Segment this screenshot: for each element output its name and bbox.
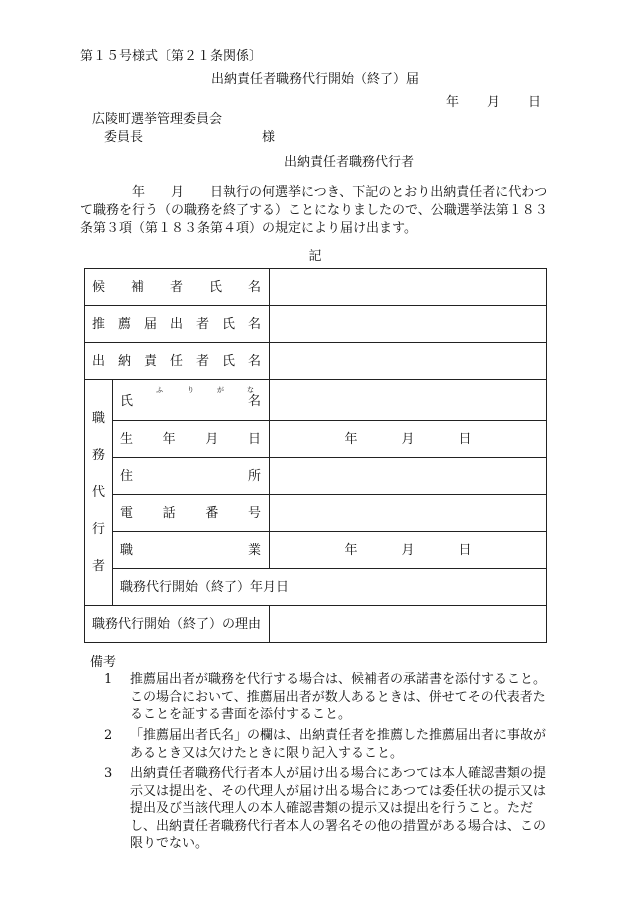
label-char: 話 [162, 505, 176, 521]
proxy-birth-label [113, 421, 270, 458]
label-char: 候 [92, 279, 106, 295]
ki-label: 記 [308, 249, 322, 264]
proxy-phone-label [113, 495, 270, 532]
proxy-birth-field[interactable] [270, 421, 547, 458]
label-char: 住 [120, 468, 134, 484]
recipient-title: 委員長 [104, 130, 144, 145]
label-char: 氏 [209, 279, 223, 295]
label-char: 氏 [120, 394, 134, 409]
proxy-phone-field[interactable] [270, 495, 547, 532]
recipient-honorific: 様 [262, 130, 276, 145]
form-table [84, 268, 547, 643]
candidate-name-field[interactable] [270, 269, 547, 306]
start-end-date-label: 職務代行開始（終了）年月日 [113, 569, 547, 606]
recommender-name-label [85, 306, 270, 343]
label-char: 月 [205, 431, 219, 447]
label-char: 氏 [222, 316, 236, 332]
label-char: 日 [247, 431, 261, 447]
furigana-na: な [247, 386, 254, 394]
label-char: 者 [196, 353, 210, 369]
year-label: 年 [446, 95, 460, 110]
birth-day-label: 日 [458, 431, 472, 447]
label-char: 電 [120, 505, 134, 521]
label-char: 出 [92, 353, 106, 369]
submission-date [446, 96, 541, 109]
day-label: 日 [528, 95, 542, 110]
label-char: 職 [120, 542, 134, 558]
occ-year-label: 年 [344, 542, 358, 558]
label-char: 補 [131, 279, 145, 295]
proxy-occupation-field[interactable] [270, 532, 547, 569]
label-char: 出 [170, 316, 184, 332]
note-number: 2 [104, 728, 113, 743]
proxy-vertical-label [85, 380, 113, 606]
note-number: 3 [104, 766, 113, 781]
proxy-name-label [113, 380, 270, 421]
label-char: 番 [205, 505, 219, 521]
label-char: 納 [118, 353, 132, 369]
month-label: 月 [487, 95, 501, 110]
furigana-ri: り [187, 386, 194, 394]
label-char: 届 [144, 316, 158, 332]
occ-day-label: 日 [458, 542, 472, 558]
label-char: 者 [196, 316, 210, 332]
note-item [104, 671, 548, 724]
vertical-label-char: 者 [91, 559, 105, 574]
document-title: 出納責任者職務代行開始（終了）届 [210, 72, 419, 87]
start-end-reason-label: 職務代行開始（終了）の理由 [85, 606, 270, 643]
label-char: 生 [120, 431, 134, 447]
note-item [104, 765, 548, 853]
label-char: 業 [248, 542, 262, 558]
treasurer-name-field[interactable] [270, 343, 547, 380]
proxy-name-field[interactable] [270, 380, 547, 421]
recipient-org: 広陵町選挙管理委員会 [92, 112, 223, 127]
label-char: 名 [248, 316, 262, 332]
birth-month-label: 月 [401, 431, 415, 447]
label-char: 責 [144, 353, 158, 369]
proxy-address-field[interactable] [270, 458, 547, 495]
vertical-label-char: 職 [91, 411, 105, 426]
label-char: 号 [247, 505, 261, 521]
furigana-fu: ふ [156, 386, 163, 394]
submitter-label: 出納責任者職務代行者 [284, 155, 415, 170]
label-char: 氏 [222, 353, 236, 369]
label-char: 年 [162, 431, 176, 447]
treasurer-name-label [85, 343, 270, 380]
note-item [104, 727, 548, 762]
birth-year-label: 年 [344, 431, 358, 447]
label-char: 薦 [118, 316, 132, 332]
proxy-address-label [113, 458, 270, 495]
occ-month-label: 月 [401, 542, 415, 558]
body-paragraph: 年 月 日執行の何選挙につき、下記のとおり出納責任者に代わつて職務を行う（の職務を終了する）ことになりましたので、公職選挙法第１８３条第３項（第１８３条第４項）の規定により届け出ます。 [80, 185, 548, 236]
label-char: 任 [170, 353, 184, 369]
label-char: 名 [248, 353, 262, 369]
label-char: 所 [248, 468, 262, 484]
note-number: 1 [104, 672, 113, 687]
label-char: 者 [170, 279, 184, 295]
furigana-ga: が [217, 386, 224, 394]
note-text: 「推薦届出者氏名」の欄は、出納責任者を推薦した推薦届出者に事故があるとき又は欠けたときに限り記入すること。 [130, 728, 547, 761]
note-text: 推薦届出者が職務を代行する場合は、候補者の承諾書を添付すること。この場合において、推薦届出者が数人あるときは、併せてその代表者たることを証する書面を添付すること。 [130, 672, 547, 722]
form-number: 第１５号様式〔第２１条関係〕 [80, 49, 263, 64]
vertical-label-char: 務 [91, 448, 105, 463]
label-char: 名 [248, 394, 262, 409]
recommender-name-field[interactable] [270, 306, 547, 343]
candidate-name-label [85, 269, 270, 306]
note-text: 出納責任者職務代行者本人が届け出る場合にあつては本人確認書類の提示又は提出を、その代理人が届け出る場合にあつては委任状の提示又は提出及び当該代理人の本人確認書類の提示又は提出を行うこと。ただし、出納責任者職務代行者本人の署名その他の措置がある場合は、この限りでない。 [130, 766, 547, 851]
label-char: 推 [92, 316, 106, 332]
start-end-reason-field[interactable] [270, 606, 547, 643]
proxy-occupation-label [113, 532, 270, 569]
notes-heading: 備考 [90, 655, 117, 670]
vertical-label-char: 代 [91, 485, 105, 500]
vertical-label-char: 行 [91, 522, 105, 537]
label-char: 名 [248, 279, 262, 295]
